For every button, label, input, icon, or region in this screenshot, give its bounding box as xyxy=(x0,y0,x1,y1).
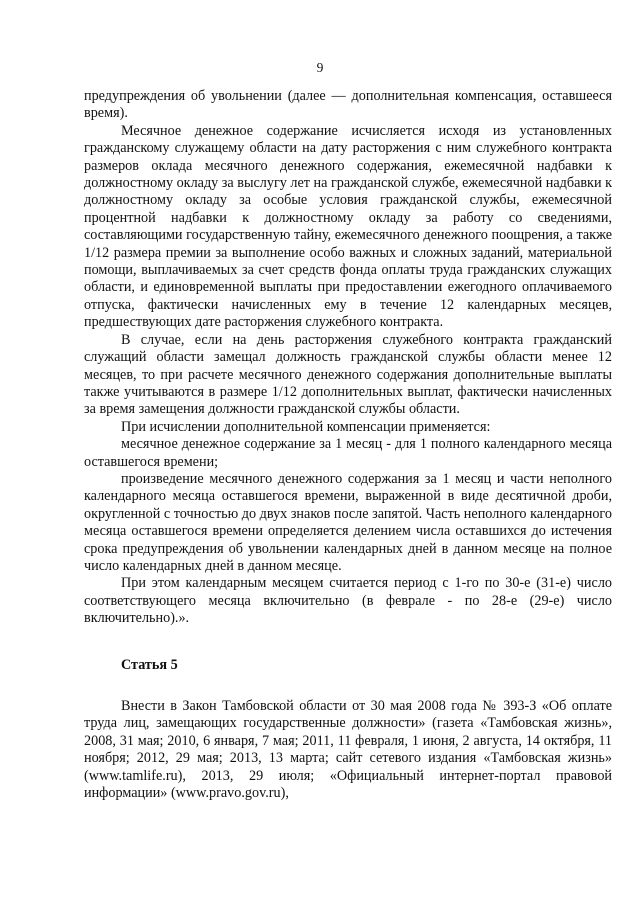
paragraph-continuation: предупреждения об увольнении (далее — дополнительная компенсация, оставшееся время). xyxy=(84,88,612,122)
paragraph-calculation-intro: При исчислении дополнительной компенсации применяется: xyxy=(121,418,491,435)
paragraph-less-than-12-months: В случае, если на день расторжения служебного контракта гражданский служащий области замещал должность гражданской службы области менее 12 месяцев, то при расчете месячного денежного содержания дополнительные выплаты также учитываются в размере 1/12 дополнительных выплат, фактически начисленных за время замещения должности гражданской службы области. xyxy=(84,331,612,418)
article-heading: Статья 5 xyxy=(121,656,178,673)
paragraph-article-5: Внести в Закон Тамбовской области от 30 мая 2008 года № 393-З «Об оплате труда лиц, замещающих государственные должности» (газета «Тамбовская жизнь», 2008, 31 мая; 2010, 6 января, 7 мая; 2011, 11 февраля, 1 июня, 2 августа, 14 октября, 11 ноября; 2012, 29 мая; 2013, 13 марта; сайт сетевого издания «Тамбовская жизнь» (www.tamlife.ru), 2013, 29 июля; «Официальный интернет-портал правовой информации» (www.pravo.gov.ru), xyxy=(84,698,612,802)
page-number: 9 xyxy=(316,60,324,75)
paragraph-calendar-month: При этом календарным месяцем считается период с 1-го по 30-е (31-е) число соответствующего месяца включительно (в феврале - по 28-е (29-е) число включительно).». xyxy=(84,575,612,627)
paragraph-full-month: месячное денежное содержание за 1 месяц - для 1 полного календарного месяца оставшегося времени; xyxy=(84,436,612,470)
document-body xyxy=(84,88,612,802)
paragraph-partial-month: произведение месячного денежного содержания за 1 месяц и части неполного календарного месяца оставшегося времени, выраженной в виде десятичной дроби, округленной с точностью до двух знаков после запятой. Часть неполного календарного месяца оставшегося времени определяется делением числа оставшихся до истечения срока предупреждения об увольнении календарных дней в данном месяце на полное число календарных дней в данном месяце. xyxy=(84,470,612,574)
paragraph-monthly-salary: Месячное денежное содержание исчисляется исходя из установленных гражданскому служащему области на дату расторжения с ним служебного контракта размеров оклада месячного денежного содержания, ежемесячной надбавки к должностному окладу за выслугу лет на гражданской службе, ежемесячной надбавки к должностному окладу за особые условия гражданской службы, ежемесячной процентной надбавки к должностному окладу за работу со сведениями, составляющими государственную тайну, ежемесячного денежного поощрения, а также 1/12 размера премии за выполнение особо важных и сложных заданий, материальной помощи, выплачиваемых за счет средств фонда оплаты труда гражданских служащих области, и единовременной выплаты при предоставлении ежегодного оплачиваемого отпуска, фактически начисленных ему в течение 12 календарных месяцев, предшествующих дате расторжения служебного контракта. xyxy=(84,122,612,331)
